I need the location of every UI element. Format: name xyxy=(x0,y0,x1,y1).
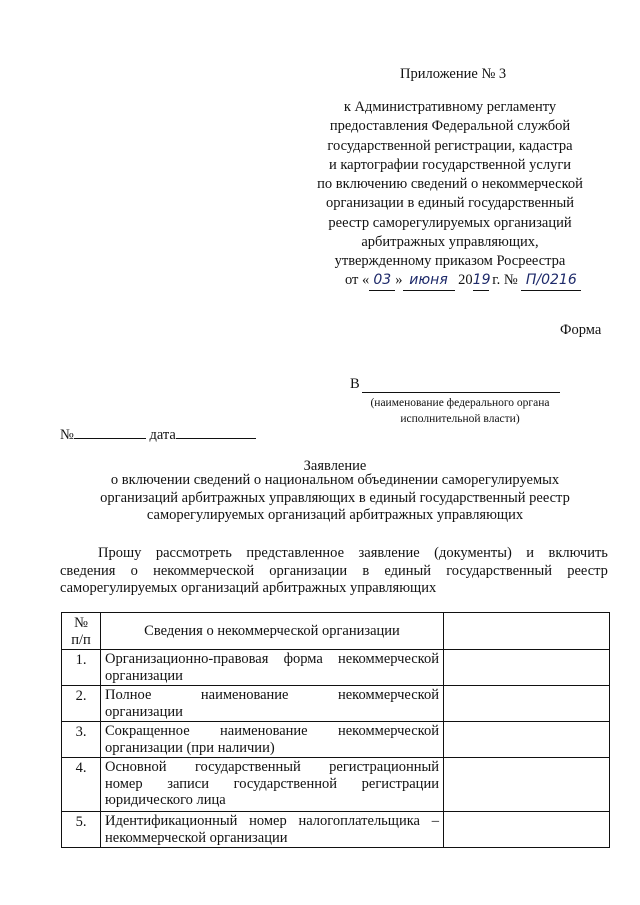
row-num: 1. xyxy=(62,650,101,686)
registration-line xyxy=(60,425,256,445)
header-num: № xyxy=(74,615,88,631)
desc-line: организации (при наличии) xyxy=(105,739,275,756)
order-number-label: г. № xyxy=(492,272,518,288)
order-year-suffix: 19 xyxy=(473,270,489,291)
word: записи xyxy=(167,775,209,792)
word: включить xyxy=(548,545,608,561)
word: рассмотреть xyxy=(155,545,232,561)
order-year-prefix: 20 xyxy=(458,272,473,288)
row-desc xyxy=(101,650,444,686)
order-number: П/0216 xyxy=(521,270,581,291)
word: и xyxy=(526,545,535,561)
regulation-line: государственной регистрации, кадастра xyxy=(327,137,573,154)
value-cell[interactable] xyxy=(444,686,610,722)
regulation-line: утвержденному приказом Росреестра xyxy=(334,253,566,270)
word: о xyxy=(130,562,138,579)
table-row xyxy=(62,650,610,686)
word: наименование xyxy=(220,723,308,739)
row-desc xyxy=(101,758,444,812)
word: номер xyxy=(249,813,287,829)
value-cell[interactable] xyxy=(444,758,610,812)
word: некоммерческой xyxy=(338,651,439,667)
word: сведения xyxy=(60,562,116,579)
registration-date-field[interactable] xyxy=(176,426,256,439)
row-num: 2. xyxy=(62,686,101,722)
order-month: июня xyxy=(403,270,455,291)
word: государственной xyxy=(233,775,337,792)
row-desc xyxy=(101,686,444,722)
request-line xyxy=(60,545,608,563)
order-reference xyxy=(345,270,581,291)
application-subtitle-line: саморегулируемых организаций арбитражных управляющих xyxy=(146,507,524,523)
recipient-caption xyxy=(352,395,568,427)
regulation-reference xyxy=(300,98,600,272)
value-cell[interactable] xyxy=(444,812,610,848)
table-row xyxy=(62,812,610,848)
registration-number-label: № xyxy=(60,427,74,443)
word: единый xyxy=(384,562,432,579)
recipient-prefix: В xyxy=(350,376,360,392)
word: реестр xyxy=(567,562,608,579)
word: Основной xyxy=(105,759,167,775)
registration-date-label: дата xyxy=(149,427,176,443)
word: – xyxy=(431,813,439,829)
regulation-line: по включению сведений о некоммерческой xyxy=(317,176,583,193)
form-label: Форма xyxy=(560,322,602,338)
appendix-title: Приложение № 3 xyxy=(400,66,507,82)
row-num: 5. xyxy=(62,812,101,848)
regulation-line: и картографии государственной услуги xyxy=(328,156,572,173)
order-day: 03 xyxy=(369,270,395,291)
application-title: Заявление xyxy=(303,458,367,474)
recipient-caption-line: исполнительной власти) xyxy=(400,413,520,425)
order-sep: » xyxy=(395,272,403,288)
header-num-sub: п/п xyxy=(71,631,91,648)
word: (документы) xyxy=(434,545,512,561)
word: регистрации xyxy=(361,775,439,792)
row-num: 3. xyxy=(62,722,101,758)
regulation-line: организации в единый государственный xyxy=(325,195,575,212)
word: Полное xyxy=(105,687,152,703)
value-cell[interactable] xyxy=(444,613,610,650)
word: некоммерческой xyxy=(337,723,439,739)
desc-line: организации xyxy=(105,703,183,720)
word: некоммерческой xyxy=(153,562,255,579)
word: налогоплательщика xyxy=(298,813,420,829)
value-cell[interactable] xyxy=(444,722,610,758)
word: некоммерческой xyxy=(337,687,439,703)
word: заявление xyxy=(358,545,420,561)
row-num: 4. xyxy=(62,758,101,812)
desc-line: юридического лица xyxy=(105,792,226,808)
row-desc xyxy=(101,722,444,758)
order-prefix: от « xyxy=(345,272,370,288)
recipient-caption-line: (наименование федерального органа xyxy=(370,397,550,409)
request-line xyxy=(60,563,608,581)
desc-line: организации xyxy=(105,667,183,684)
desc-line: некоммерческой организации xyxy=(105,829,288,846)
word: представленное xyxy=(246,545,345,561)
regulation-line: к Административному регламенту xyxy=(343,99,557,115)
table-header-row xyxy=(62,613,610,650)
header-num-cell xyxy=(62,613,101,650)
word: государственный xyxy=(194,759,301,775)
word: регистрационный xyxy=(329,759,439,775)
row-desc xyxy=(101,812,444,848)
application-subtitle xyxy=(80,472,590,525)
regulation-line: арбитражных управляющих, xyxy=(361,234,539,251)
word: Организационно-правовая xyxy=(105,651,269,667)
request-paragraph xyxy=(60,545,608,598)
word: в xyxy=(362,562,370,579)
request-line: саморегулируемых организаций арбитражных управляющих xyxy=(60,580,437,596)
value-cell[interactable] xyxy=(444,650,610,686)
table-row xyxy=(62,686,610,722)
recipient-blank-line[interactable] xyxy=(362,392,560,393)
word: Идентификационный xyxy=(105,813,238,829)
word: наименование xyxy=(200,687,289,703)
word: государственный xyxy=(446,562,553,579)
word: Сокращенное xyxy=(105,723,190,739)
word: организации xyxy=(269,562,348,579)
table-row xyxy=(62,722,610,758)
header-title-cell: Сведения о некоммерческой организации xyxy=(101,613,444,650)
application-subtitle-line: о включении сведений о национальном объединении саморегулируемых xyxy=(110,472,560,488)
word: Прошу xyxy=(98,545,142,561)
regulation-line: предоставления Федеральной службой xyxy=(329,118,571,135)
registration-number-field[interactable] xyxy=(74,426,146,439)
word: номер xyxy=(105,775,143,792)
table-row xyxy=(62,758,610,812)
word: форма xyxy=(283,651,323,667)
application-subtitle-line: организаций арбитражных управляющих в единый государственный реестр xyxy=(100,489,570,506)
regulation-line: реестр саморегулируемых организаций xyxy=(328,214,572,231)
organization-info-table xyxy=(61,612,610,848)
